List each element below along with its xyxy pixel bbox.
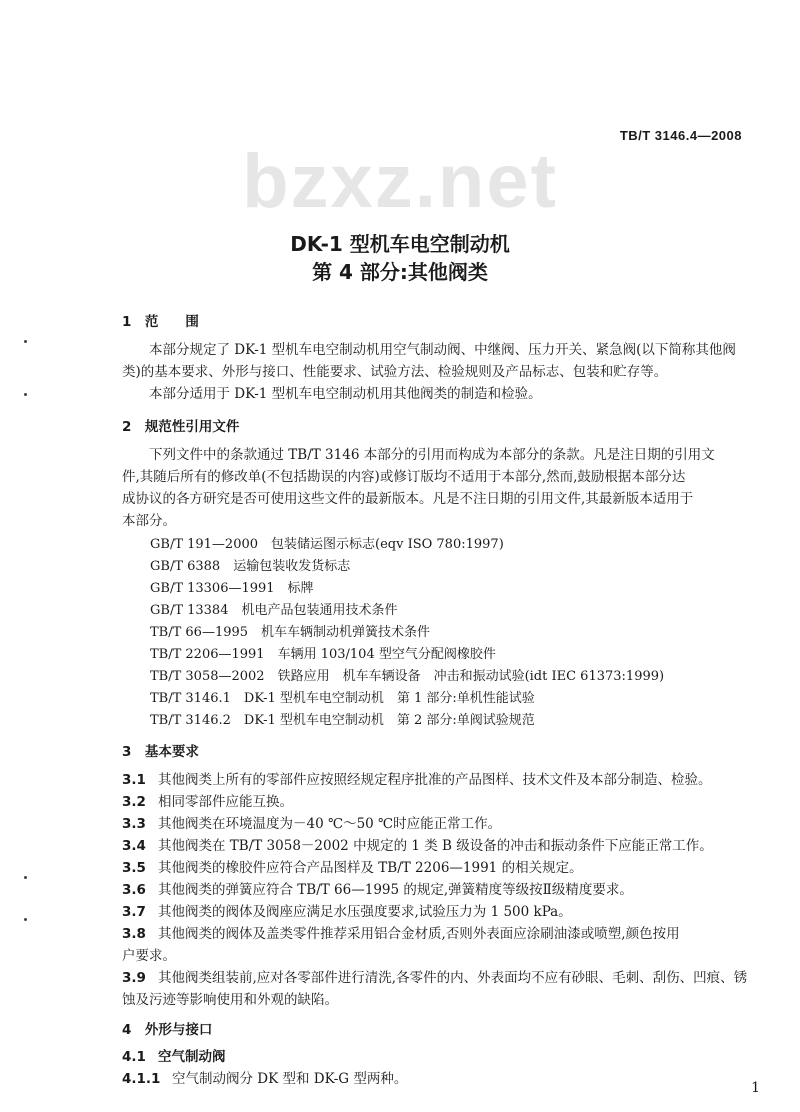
clause-number: 3.3	[122, 816, 146, 832]
section-1-paragraph: 本部分规定了 DK-1 型机车电空制动机用空气制动阀、中继阀、压力开关、紧急阀(以下简称其他阀	[122, 342, 736, 358]
reference-item: GB/T 13306—1991 标牌	[150, 581, 314, 596]
reference-item: GB/T 13384 机电产品包装通用技术条件	[150, 603, 398, 618]
clause-number: 3.6	[122, 882, 146, 898]
reference-item: TB/T 3146.1 DK-1 型机车电空制动机 第 1 部分:单机性能试验	[150, 691, 535, 706]
clause-text: 相同零部件应能互换。	[158, 794, 293, 810]
clause-text: 其他阀类组装前,应对各零部件进行清洗,各零件的内、外表面均不应有砂眼、毛刺、刮伤、凹痕、锈	[158, 970, 748, 986]
clause-number: 3.7	[122, 904, 146, 920]
reference-item: TB/T 3146.2 DK-1 型机车电空制动机 第 2 部分:单阀试验规范	[150, 713, 535, 728]
clause-number: 4.1	[122, 1049, 146, 1065]
clause-3-9	[122, 966, 747, 986]
clause-3-6	[122, 878, 633, 898]
clause-number: 3.2	[122, 794, 146, 810]
clause-3-5	[122, 856, 583, 876]
clause-text: 空气制动阀分 DK 型和 DK-G 型两种。	[172, 1071, 408, 1087]
section-2-paragraph: 成协议的各方研究是否可使用这些文件的最新版本。凡是不注日期的引用文件,其最新版本适用于	[122, 491, 694, 507]
document-subtitle: 第 4 部分:其他阀类	[312, 260, 488, 284]
reference-item: TB/T 66—1995 机车车辆制动机弹簧技术条件	[150, 625, 431, 640]
reference-item: GB/T 6388 运输包装收发货标志	[150, 559, 351, 574]
clause-text: 其他阀类的弹簧应符合 TB/T 66—1995 的规定,弹簧精度等级按Ⅱ级精度要求。	[158, 882, 633, 898]
clause-3-8	[122, 922, 680, 942]
clause-text: 户要求。	[122, 948, 176, 964]
clause-text: 蚀及污迹等影响使用和外观的缺陷。	[122, 992, 338, 1008]
clause-3-1	[122, 768, 712, 788]
margin-dot	[24, 918, 27, 921]
margin-dot	[24, 340, 27, 343]
clause-continuation	[122, 988, 338, 1008]
clause-3-7	[122, 900, 572, 920]
clause-3-3	[122, 812, 501, 832]
section-1-paragraph: 类)的基本要求、外形与接口、性能要求、试验方法、检验规则及产品标志、包装和贮存等。	[122, 364, 668, 380]
watermark: bzxz.net	[242, 139, 558, 224]
section-2-heading: 2 规范性引用文件	[122, 419, 240, 435]
standard-code: TB/T 3146.4—2008	[619, 128, 742, 143]
clause-text: 其他阀类的阀体及盖类零件推荐采用铝合金材质,否则外表面应涂刷油漆或喷塑,颜色按用	[158, 926, 680, 942]
clause-text: 空气制动阀	[158, 1049, 226, 1065]
clause-number: 3.9	[122, 970, 146, 986]
page-number: 1	[751, 1080, 760, 1096]
section-1-heading: 1 范 围	[122, 314, 199, 330]
clause-3-2	[122, 790, 293, 810]
clause-3-4	[122, 834, 713, 854]
reference-item: TB/T 3058—2002 铁路应用 机车车辆设备 冲击和振动试验(idt IEC 61373:1999)	[150, 669, 665, 684]
clause-number: 3.4	[122, 838, 146, 854]
clause-text: 其他阀类在环境温度为－40 ℃～50 ℃时应能正常工作。	[158, 816, 502, 832]
clause-4-1	[122, 1045, 226, 1065]
reference-item: TB/T 2206—1991 车辆用 103/104 型空气分配阀橡胶件	[150, 647, 496, 662]
clause-number: 4.1.1	[122, 1071, 161, 1087]
clause-4-1-1	[122, 1067, 407, 1087]
clause-text: 其他阀类在 TB/T 3058－2002 中规定的 1 类 B 级设备的冲击和振动条件下应能正常工作。	[158, 838, 713, 854]
section-2-paragraph: 件,其随后所有的修改单(不包括勘误的内容)或修订版均不适用于本部分,然而,鼓励根据本部分达	[122, 469, 686, 485]
clause-continuation	[122, 944, 176, 964]
reference-item: GB/T 191—2000 包装储运图示标志(eqv ISO 780:1997)	[150, 537, 504, 552]
section-2-paragraph: 本部分。	[122, 513, 176, 529]
clause-text: 其他阀类的阀体及阀座应满足水压强度要求,试验压力为 1 500 kPa。	[158, 904, 572, 920]
section-4-heading: 4 外形与接口	[122, 1022, 213, 1038]
clause-number: 3.8	[122, 926, 146, 942]
section-3-heading: 3 基本要求	[122, 744, 199, 760]
clause-text: 其他阀类上所有的零部件应按照经规定程序批准的产品图样、技术文件及本部分制造、检验。	[158, 772, 712, 788]
section-2-paragraph: 下列文件中的条款通过 TB/T 3146 本部分的引用而构成为本部分的条款。凡是注日期的引用文	[122, 447, 715, 463]
clause-text: 其他阀类的橡胶件应符合产品图样及 TB/T 2206—1991 的相关规定。	[158, 860, 583, 876]
clause-number: 3.5	[122, 860, 146, 876]
margin-dot	[24, 876, 27, 879]
document-title: DK-1 型机车电空制动机	[290, 232, 510, 256]
margin-dot	[24, 393, 27, 396]
section-1-paragraph: 本部分适用于 DK-1 型机车电空制动机用其他阀类的制造和检验。	[122, 386, 542, 402]
clause-number: 3.1	[122, 772, 146, 788]
